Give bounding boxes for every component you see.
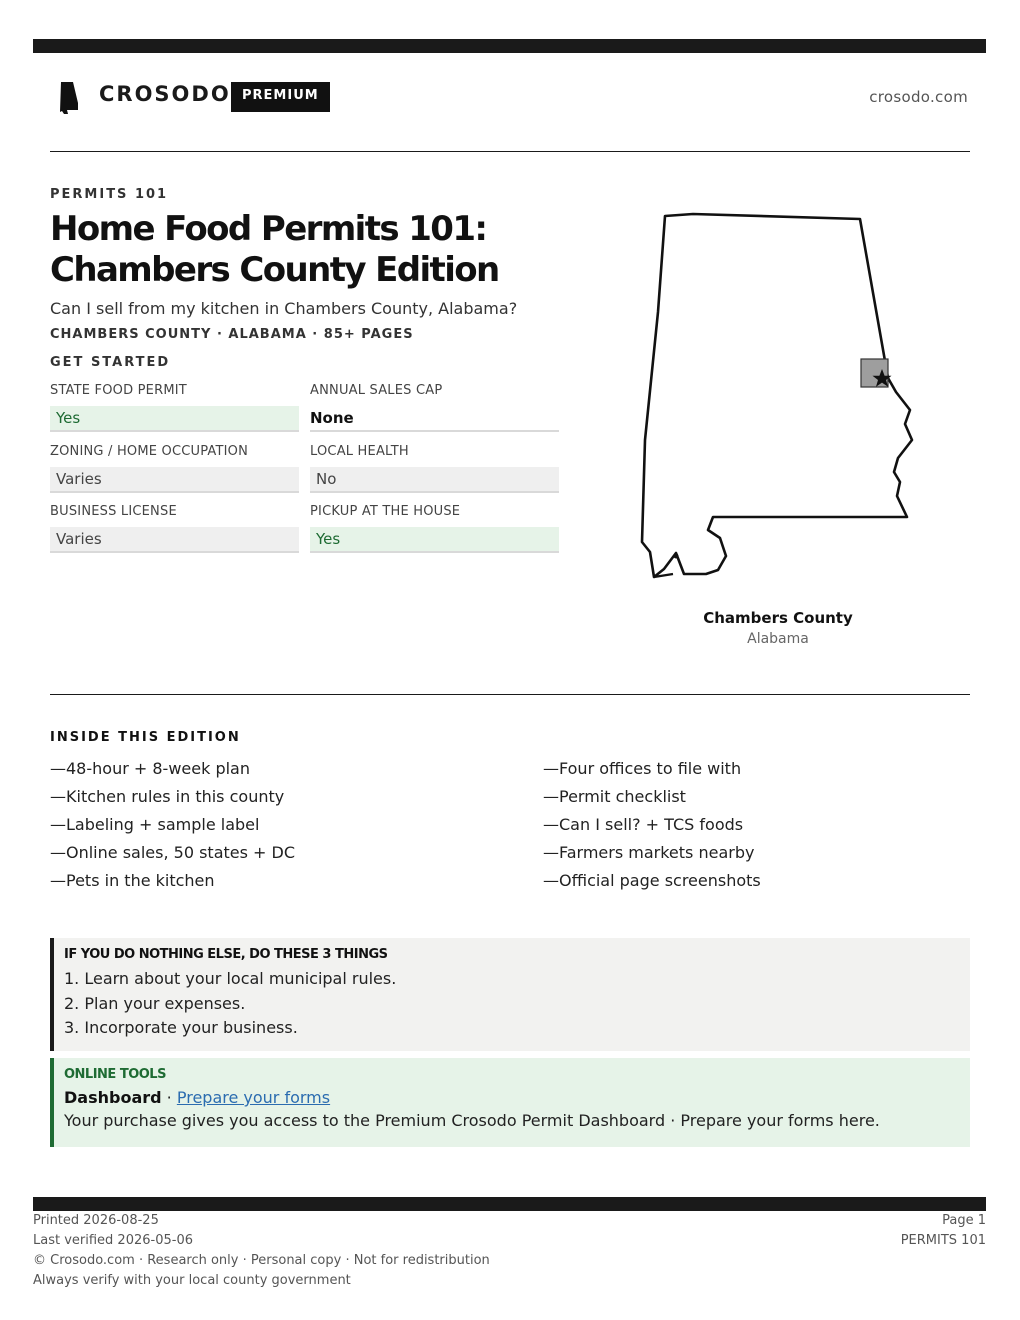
inside-list-left (50, 755, 295, 895)
cell-value: No (310, 467, 559, 493)
inside-heading: INSIDE THIS EDITION (50, 730, 241, 745)
cell-value: Varies (50, 527, 299, 553)
list-item: —Can I sell? + TCS foods (543, 815, 744, 834)
printed-date: Printed 2026-08-25 (33, 1213, 159, 1228)
disclaimer: Always verify with your local county government (33, 1273, 351, 1288)
permit-cell-local-health (310, 444, 559, 493)
step-item: 2. Plan your expenses. (64, 993, 246, 1013)
title-line-2: Chambers County Edition (50, 250, 499, 290)
cell-label: LOCAL HEALTH (310, 444, 409, 459)
brand-name[interactable]: CROSODO (99, 82, 231, 106)
footer-section: PERMITS 101 (900, 1233, 986, 1248)
list-item: —Labeling + sample label (50, 815, 260, 834)
section-divider (50, 694, 970, 695)
cell-label: ANNUAL SALES CAP (310, 383, 443, 398)
cell-value: Varies (50, 467, 299, 493)
step-item: 1. Learn about your local municipal rules. (64, 969, 397, 988)
step-item: 3. Incorporate your business. (64, 1018, 298, 1037)
three-things-callout (50, 938, 970, 1051)
map-state-label: Alabama (747, 631, 809, 647)
steps-list (64, 967, 970, 1041)
cell-label: ZONING / HOME OCCUPATION (50, 444, 249, 459)
site-url[interactable]: crosodo.com (869, 88, 968, 106)
list-item: —Online sales, 50 states + DC (50, 843, 296, 862)
permit-cell-pickup (310, 504, 559, 553)
city-dot (674, 554, 679, 559)
map-county-label: Chambers County (703, 609, 853, 627)
cell-label: BUSINESS LICENSE (50, 504, 177, 519)
list-item: —Official page screenshots (543, 871, 761, 890)
verified-date: Last verified 2026-05-06 (33, 1233, 193, 1248)
list-item: —48-hour + 8-week plan (50, 759, 250, 778)
online-tools-heading: ONLINE TOOLS (64, 1067, 166, 1082)
permit-cell-zoning (50, 444, 299, 493)
cell-label: PICKUP AT THE HOUSE (310, 504, 461, 519)
dashboard-description: Your purchase gives you access to the Premium Crosodo Permit Dashboard · Prepare your forms here. (64, 1111, 880, 1130)
alabama-state-map (636, 206, 920, 590)
list-item: —Farmers markets nearby (543, 843, 755, 862)
dashboard-label: Dashboard (64, 1088, 162, 1107)
footer-right (901, 1211, 986, 1251)
top-bar (33, 39, 986, 53)
permit-cell-sales-cap (310, 383, 559, 432)
alabama-logo-icon (58, 81, 82, 115)
list-item: —Permit checklist (543, 787, 686, 806)
state-outline (642, 214, 912, 577)
bottom-bar (33, 1197, 986, 1211)
dashboard-line (64, 1088, 970, 1107)
edition-meta: CHAMBERS COUNTY · ALABAMA · 85+ PAGES (50, 327, 414, 342)
get-started-heading: GET STARTED (50, 355, 171, 370)
list-item: —Kitchen rules in this county (50, 787, 285, 806)
online-tools-callout (50, 1058, 970, 1147)
subtitle: Can I sell from my kitchen in Chambers County, Alabama? (50, 299, 518, 318)
cell-value: Yes (50, 406, 299, 432)
cell-value: Yes (310, 527, 559, 553)
eyebrow: PERMITS 101 (50, 187, 169, 202)
list-item: —Pets in the kitchen (50, 871, 215, 890)
copyright: © Crosodo.com · Research only · Personal copy · Not for redistribution (33, 1253, 490, 1268)
prepare-forms-link[interactable]: Prepare your forms (176, 1088, 331, 1107)
permit-cell-business-license (50, 504, 299, 553)
callout-heading: IF YOU DO NOTHING ELSE, DO THESE 3 THINGS (64, 947, 388, 962)
header-divider (50, 151, 970, 152)
page-title (50, 209, 610, 291)
cell-value: None (310, 406, 559, 432)
permit-cell-state-food (50, 383, 299, 432)
list-item: —Four offices to file with (543, 759, 742, 778)
footer-left (33, 1211, 490, 1291)
cell-label: STATE FOOD PERMIT (50, 383, 187, 398)
title-line-1: Home Food Permits 101: (50, 209, 487, 249)
separator: · (161, 1088, 177, 1107)
page-number: Page 1 (942, 1213, 986, 1228)
inside-list-right (543, 755, 761, 895)
premium-badge: PREMIUM (231, 82, 330, 112)
